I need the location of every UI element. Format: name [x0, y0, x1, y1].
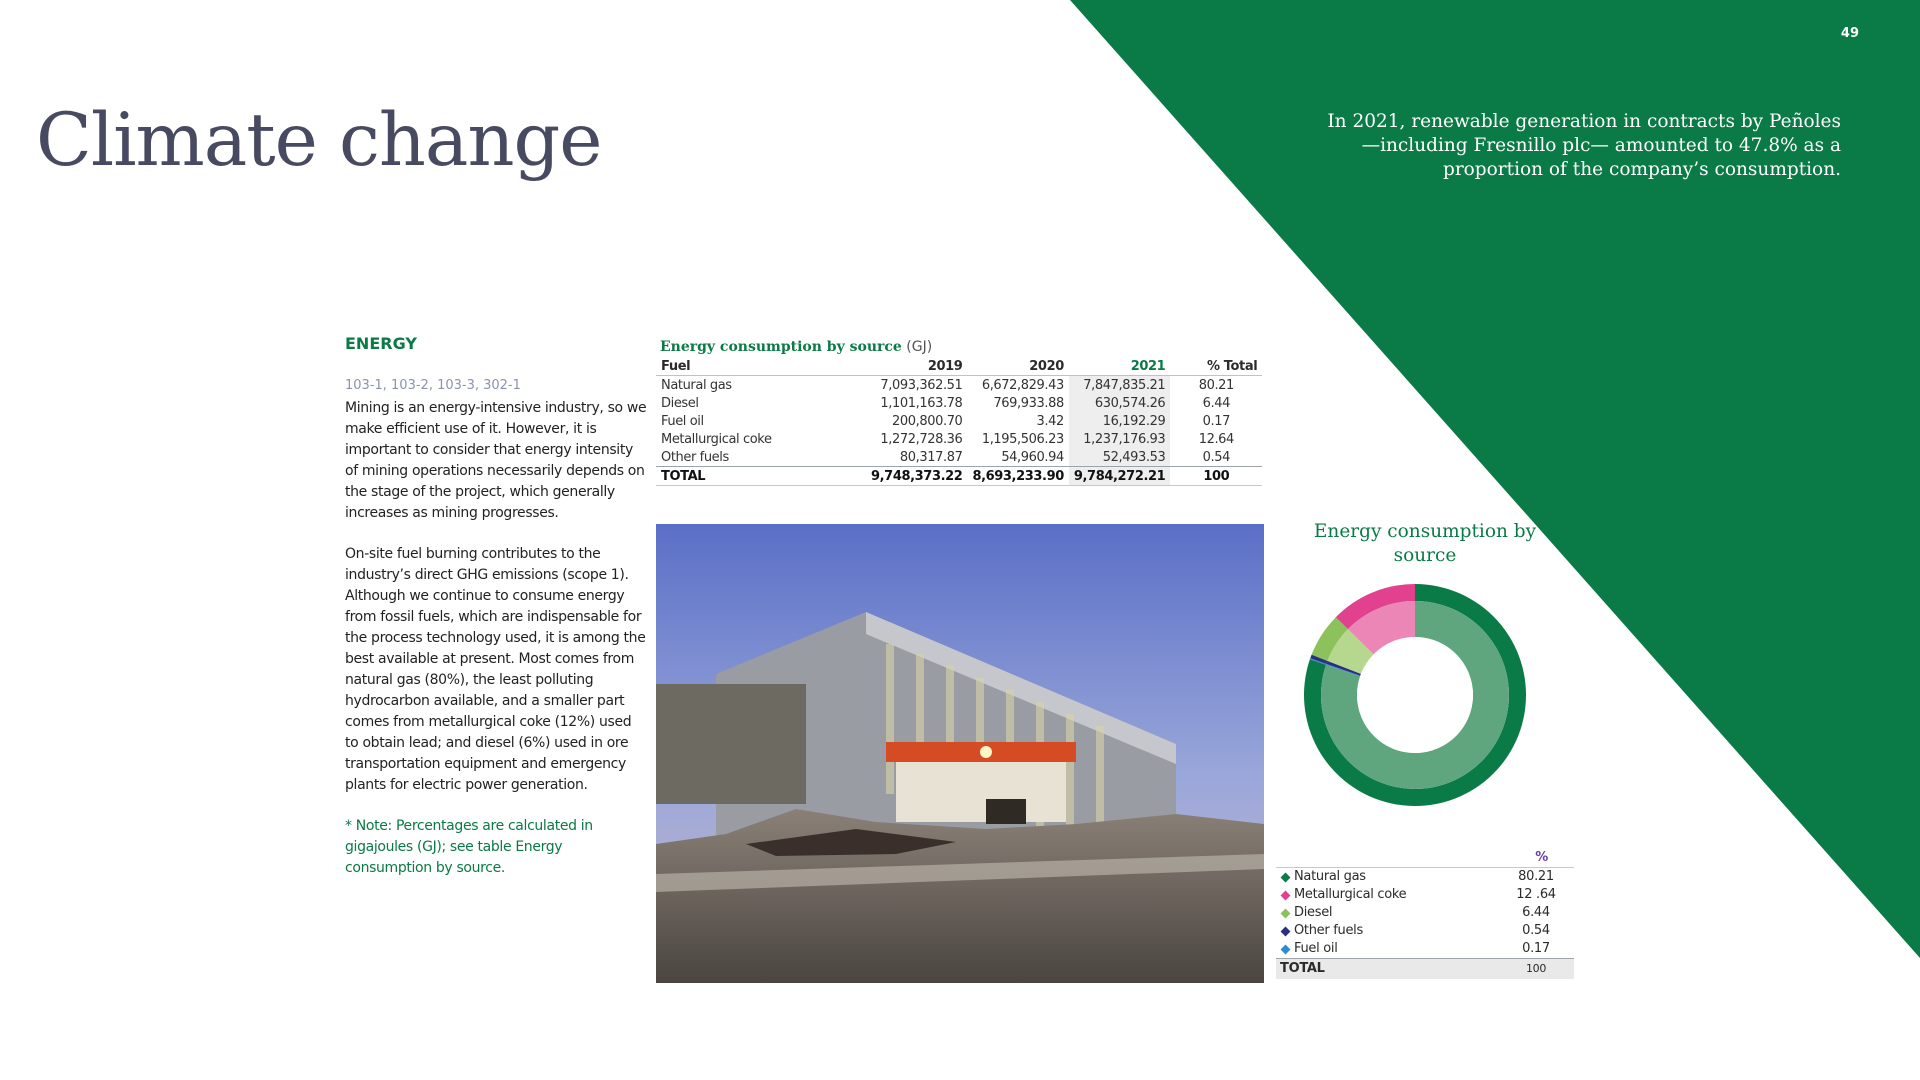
paragraph-1: Mining is an energy-intensive industry, so we make efficient use of it. However, it is important to consider that energy intensity of mining operations necessarily depends on the stage of the project, which generally increases as mining progresses.	[345, 400, 647, 521]
diamond-icon	[1281, 926, 1291, 936]
cell-2021: 16,192.29	[1069, 412, 1170, 430]
table-total-row	[656, 467, 1262, 486]
diamond-icon	[1281, 944, 1291, 954]
gri-codes: 103-1, 103-2, 103-3, 302-1	[345, 378, 521, 393]
diamond-icon	[1281, 872, 1291, 882]
cell-2021: 52,493.53	[1069, 448, 1170, 467]
page-number: 49	[1840, 26, 1859, 41]
chart-legend	[1276, 850, 1574, 979]
cell-2021: 1,237,176.93	[1069, 430, 1170, 448]
cell-2020: 3.42	[1036, 413, 1064, 429]
diamond-icon	[1281, 908, 1291, 918]
cell-2021: 630,574.26	[1069, 394, 1170, 412]
cell-total-2021: 9,784,272.21	[1069, 467, 1170, 486]
cell-pct: 12.64	[1198, 431, 1234, 447]
legend-label: Metallurgical coke	[1294, 887, 1407, 902]
body-text	[345, 398, 647, 899]
legend-value: 6.44	[1522, 905, 1550, 920]
section-heading: ENERGY	[345, 334, 417, 353]
cell-total-2020: 8,693,233.90	[967, 467, 1068, 486]
cell-fuel: Fuel oil	[661, 413, 704, 429]
legend-label: Fuel oil	[1294, 941, 1338, 956]
legend-value: 80.21	[1518, 869, 1554, 884]
header-fuel: Fuel	[656, 357, 866, 376]
legend-value-header: %	[1276, 850, 1574, 868]
cell-pct: 6.44	[1202, 395, 1230, 411]
table-row	[656, 394, 1262, 412]
legend-label: Diesel	[1294, 905, 1333, 920]
cell-2020: 54,960.94	[1001, 449, 1064, 465]
legend-value: 12 .64	[1516, 887, 1556, 902]
table-header-row	[656, 357, 1262, 376]
page-title: Climate change	[36, 98, 602, 183]
legend-item	[1276, 922, 1574, 940]
legend-total-row	[1276, 958, 1574, 979]
footnote: * Note: Percentages are calculated in gigajoules (GJ); see table Energy consumption by source.	[345, 818, 593, 876]
plant-photo	[656, 524, 1264, 983]
highlight-quote: In 2021, renewable generation in contracts by Peñoles —including Fresnillo plc— amounted to 47.8% as a proportion of the company’s consumption.	[1327, 111, 1841, 180]
cell-total-label: TOTAL	[656, 467, 866, 486]
energy-table	[656, 357, 1262, 486]
cell-pct: 0.17	[1202, 413, 1230, 429]
donut-hole	[1357, 637, 1473, 753]
legend-label: Other fuels	[1294, 923, 1363, 938]
table-title: Energy consumption by source	[660, 339, 902, 355]
header-2020: 2020	[967, 357, 1068, 376]
legend-total-value: 100	[1525, 962, 1547, 975]
cell-2020: 769,933.88	[993, 395, 1064, 411]
energy-donut-chart	[1303, 583, 1527, 807]
legend-item	[1276, 886, 1574, 904]
table-caption	[660, 339, 932, 355]
legend-value: 0.17	[1522, 941, 1550, 956]
cell-2020: 6,672,829.43	[981, 377, 1064, 393]
legend-label: Natural gas	[1294, 869, 1366, 884]
cell-total-2019: 9,748,373.22	[866, 467, 967, 486]
cell-2019: 200,800.70	[892, 413, 963, 429]
legend-item	[1276, 868, 1574, 886]
cell-fuel: Natural gas	[661, 377, 732, 393]
header-pct-total: % Total	[1170, 357, 1262, 376]
cell-total-pct: 100	[1170, 467, 1262, 486]
legend-total-label: TOTAL	[1280, 961, 1325, 976]
table-row	[656, 448, 1262, 467]
cell-fuel: Diesel	[661, 395, 699, 411]
table-unit: (GJ)	[906, 339, 933, 355]
cell-2021: 7,847,835.21	[1069, 376, 1170, 395]
cell-fuel: Metallurgical coke	[661, 431, 772, 447]
legend-value: 0.54	[1522, 923, 1550, 938]
legend-item	[1276, 904, 1574, 922]
table-row	[656, 430, 1262, 448]
donut-chart-title: Energy consumption by source	[1313, 521, 1537, 566]
header-2021: 2021	[1069, 357, 1170, 376]
cell-2020: 1,195,506.23	[981, 431, 1064, 447]
cell-2019: 1,272,728.36	[880, 431, 963, 447]
cell-2019: 80,317.87	[899, 449, 963, 465]
header-2019: 2019	[866, 357, 967, 376]
table-row	[656, 412, 1262, 430]
legend-item	[1276, 940, 1574, 958]
cell-2019: 1,101,163.78	[880, 395, 963, 411]
cell-pct: 80.21	[1198, 377, 1234, 393]
plant-illustration	[656, 524, 1264, 983]
diamond-icon	[1281, 890, 1291, 900]
table-row	[656, 376, 1262, 395]
cell-pct: 0.54	[1202, 449, 1230, 465]
cell-fuel: Other fuels	[661, 449, 729, 465]
paragraph-2: On-site fuel burning contributes to the industry’s direct GHG emissions (scope 1). Although we continue to consume energy from fossil fuels, which are indispensable for the process technology used, it is among the best available at present. Most comes from natural gas (80%), the least polluting hydrocarbon available, and a smaller part comes from metallurgical coke (12%) used to obtain lead; and diesel (6%) used in ore transportation equipment and emergency plants for electric power generation.	[345, 546, 646, 793]
cell-2019: 7,093,362.51	[880, 377, 963, 393]
